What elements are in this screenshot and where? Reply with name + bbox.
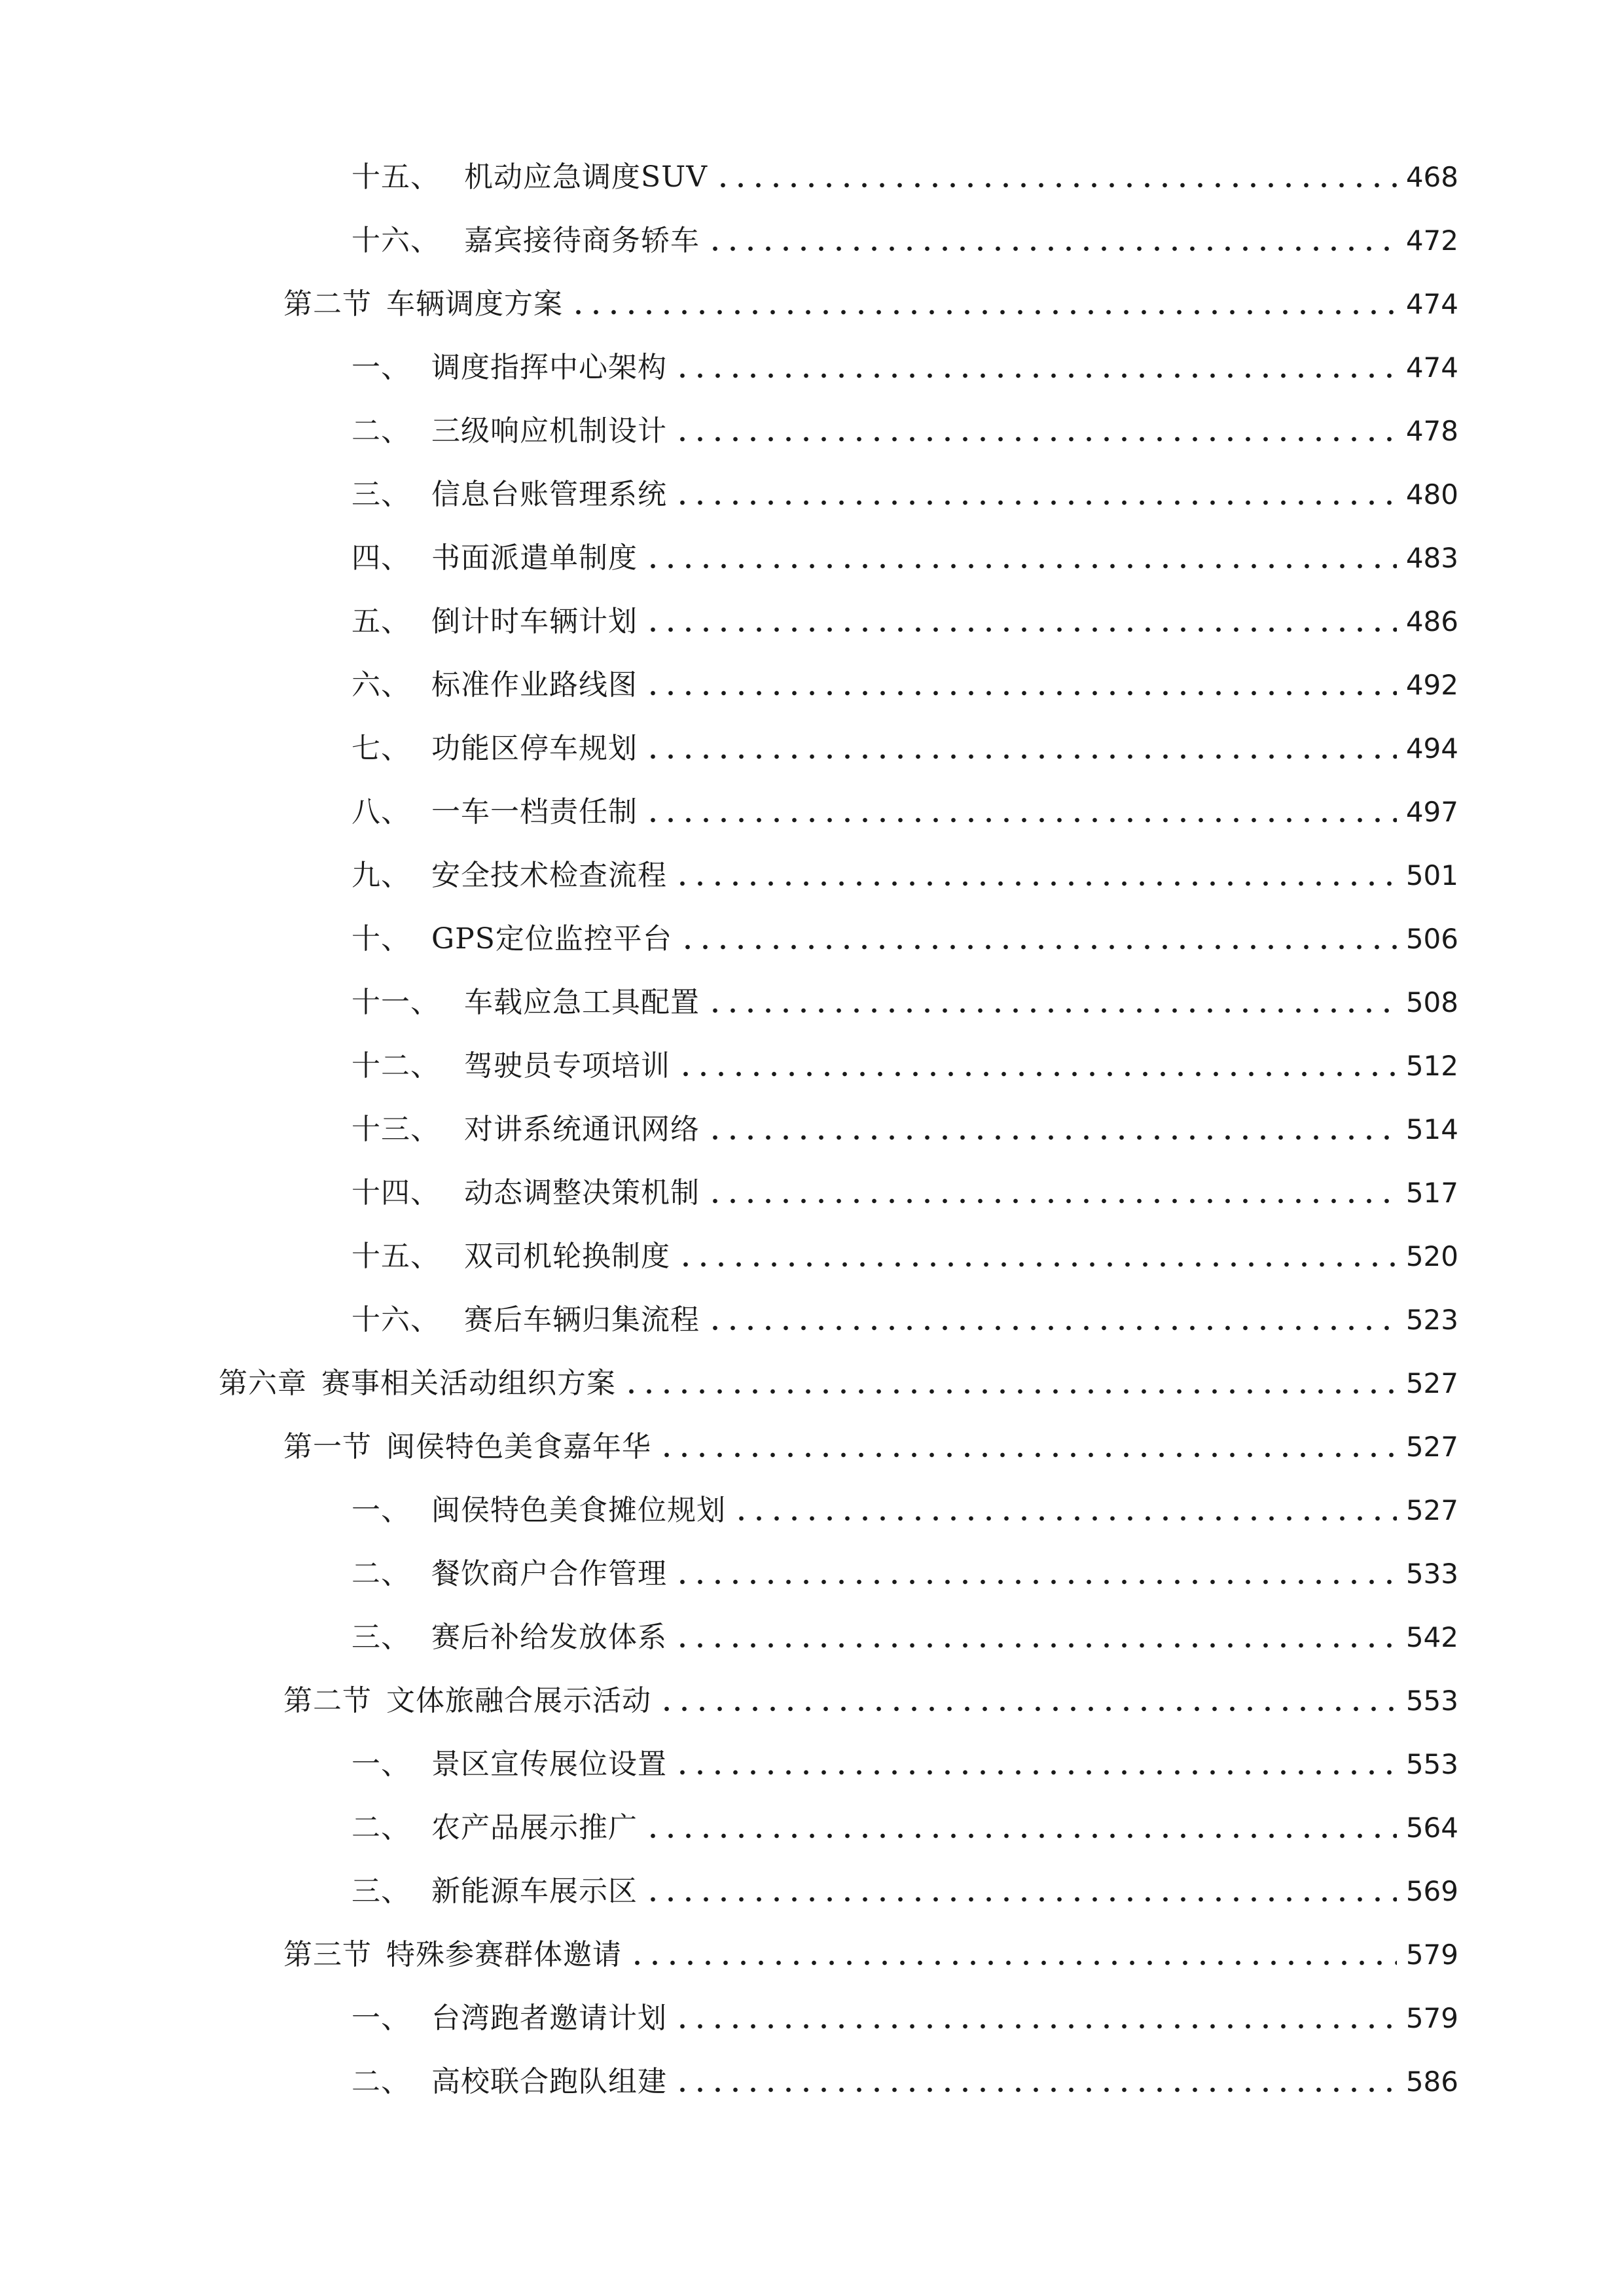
toc-entry-title: 三级响应机制设计 bbox=[431, 414, 667, 448]
toc-entry-item[interactable] bbox=[0, 526, 1624, 590]
toc-entry-page-number: 483 bbox=[1405, 541, 1458, 574]
toc-entry-number: 三、 bbox=[352, 477, 410, 511]
toc-entry-number: 三、 bbox=[352, 1620, 410, 1654]
toc-entry-title: 赛事相关活动组织方案 bbox=[321, 1366, 616, 1400]
toc-entry-title: 车辆调度方案 bbox=[386, 287, 563, 321]
toc-entry-title: 新能源车展示区 bbox=[431, 1874, 638, 1908]
toc-entry-item[interactable] bbox=[0, 399, 1624, 463]
toc-entry-number: 一、 bbox=[352, 2001, 410, 2035]
toc-entry-label bbox=[283, 1429, 651, 1463]
toc-entry-label bbox=[352, 160, 708, 194]
toc-entry-title: 高校联合跑队组建 bbox=[431, 2064, 667, 2098]
toc-entry-number: 二、 bbox=[352, 1556, 410, 1590]
toc-entry-item[interactable] bbox=[0, 1986, 1624, 2050]
dot-leader bbox=[706, 1179, 1397, 1208]
toc-entry-number: 第一节 bbox=[283, 1429, 372, 1463]
toc-entry-number: 二、 bbox=[352, 2064, 410, 2098]
dot-leader bbox=[674, 2004, 1397, 2033]
toc-entry-page-number: 520 bbox=[1405, 1240, 1458, 1272]
toc-entry-title: 嘉宾接待商务轿车 bbox=[464, 223, 700, 257]
toc-entry-item[interactable] bbox=[0, 1098, 1624, 1161]
toc-entry-item[interactable] bbox=[0, 717, 1624, 780]
toc-entry-item[interactable] bbox=[0, 1796, 1624, 1859]
toc-entry-page-number: 514 bbox=[1405, 1113, 1458, 1145]
toc-entry-page-number: 480 bbox=[1405, 478, 1458, 511]
toc-entry-title: 闽侯特色美食嘉年华 bbox=[386, 1429, 651, 1463]
toc-entry-page-number: 497 bbox=[1405, 795, 1458, 828]
toc-entry-title: 赛后车辆归集流程 bbox=[464, 1302, 700, 1336]
table-of-contents bbox=[0, 145, 1624, 2113]
toc-entry-number: 八、 bbox=[352, 795, 410, 829]
toc-entry-number: 十一、 bbox=[352, 985, 440, 1019]
toc-entry-title: 台湾跑者邀请计划 bbox=[431, 2001, 667, 2035]
toc-entry-title: 景区宣传展位设置 bbox=[431, 1747, 667, 1781]
dot-leader bbox=[644, 544, 1397, 573]
toc-entry-label bbox=[219, 1366, 616, 1400]
toc-entry-page-number: 586 bbox=[1405, 2065, 1458, 2098]
toc-entry-label bbox=[352, 2001, 667, 2035]
dot-leader bbox=[569, 290, 1397, 319]
toc-entry-title: 功能区停车规划 bbox=[431, 731, 638, 765]
toc-entry-page-number: 486 bbox=[1405, 605, 1458, 637]
toc-entry-item[interactable] bbox=[0, 1288, 1624, 1352]
toc-entry-number: 一、 bbox=[352, 1747, 410, 1781]
toc-entry-label bbox=[352, 1493, 726, 1527]
toc-entry-page-number: 474 bbox=[1405, 351, 1458, 384]
toc-entry-section[interactable] bbox=[0, 1669, 1624, 1732]
dot-leader bbox=[706, 1115, 1397, 1144]
toc-entry-title: 车载应急工具配置 bbox=[464, 985, 700, 1019]
toc-entry-number: 第六章 bbox=[219, 1366, 307, 1400]
toc-entry-title: 对讲系统通讯网络 bbox=[464, 1112, 700, 1146]
dot-leader bbox=[674, 2068, 1397, 2096]
toc-entry-label bbox=[352, 858, 667, 892]
toc-entry-number: 三、 bbox=[352, 1874, 410, 1908]
toc-entry-item[interactable] bbox=[0, 1034, 1624, 1098]
dot-leader bbox=[644, 607, 1397, 636]
toc-entry-title: 倒计时车辆计划 bbox=[431, 604, 638, 638]
toc-entry-title: 机动应急调度SUV bbox=[464, 160, 708, 194]
toc-entry-number: 第三节 bbox=[283, 1937, 372, 1971]
toc-entry-number: 七、 bbox=[352, 731, 410, 765]
toc-entry-label bbox=[352, 350, 667, 384]
toc-entry-page-number: 564 bbox=[1405, 1811, 1458, 1844]
toc-entry-title: 安全技术检查流程 bbox=[431, 858, 667, 892]
toc-entry-label bbox=[352, 1049, 670, 1083]
toc-entry-label bbox=[352, 985, 700, 1019]
dot-leader bbox=[706, 1306, 1397, 1335]
toc-entry-page-number: 533 bbox=[1405, 1557, 1458, 1590]
dot-leader bbox=[623, 1369, 1397, 1398]
toc-entry-title: GPS定位监控平台 bbox=[431, 922, 672, 956]
toc-entry-number: 十六、 bbox=[352, 223, 440, 257]
toc-entry-item[interactable] bbox=[0, 336, 1624, 399]
dot-leader bbox=[644, 671, 1397, 700]
toc-entry-number: 二、 bbox=[352, 414, 410, 448]
toc-entry-item[interactable] bbox=[0, 1542, 1624, 1605]
toc-entry-label bbox=[352, 604, 638, 638]
toc-entry-section[interactable] bbox=[0, 1415, 1624, 1479]
dot-leader bbox=[677, 1052, 1397, 1081]
toc-entry-number: 第二节 bbox=[283, 287, 372, 321]
toc-entry-label bbox=[352, 1302, 700, 1336]
toc-entry-number: 一、 bbox=[352, 1493, 410, 1527]
toc-entry-page-number: 527 bbox=[1405, 1430, 1458, 1463]
toc-entry-chapter[interactable] bbox=[0, 1352, 1624, 1415]
toc-entry-item[interactable] bbox=[0, 209, 1624, 272]
toc-entry-number: 十六、 bbox=[352, 1302, 440, 1336]
toc-entry-title: 动态调整决策机制 bbox=[464, 1175, 700, 1210]
toc-entry-label bbox=[352, 541, 638, 575]
dot-leader bbox=[674, 480, 1397, 509]
toc-entry-title: 特殊参赛群体邀请 bbox=[386, 1937, 622, 1971]
toc-entry-label bbox=[352, 1556, 667, 1590]
toc-entry-item[interactable] bbox=[0, 2050, 1624, 2113]
toc-entry-item[interactable] bbox=[0, 1161, 1624, 1225]
toc-entry-page-number: 474 bbox=[1405, 287, 1458, 320]
toc-entry-label bbox=[283, 1937, 622, 1971]
toc-entry-label bbox=[352, 223, 700, 257]
dot-leader bbox=[677, 1242, 1397, 1271]
dot-leader bbox=[706, 988, 1397, 1017]
dot-leader bbox=[644, 798, 1397, 827]
dot-leader bbox=[628, 1941, 1397, 1969]
toc-entry-item[interactable] bbox=[0, 907, 1624, 971]
toc-entry-page-number: 553 bbox=[1405, 1684, 1458, 1717]
toc-entry-title: 双司机轮换制度 bbox=[464, 1239, 670, 1273]
toc-entry-item[interactable] bbox=[0, 971, 1624, 1034]
toc-entry-page-number: 579 bbox=[1405, 1938, 1458, 1971]
toc-entry-item[interactable] bbox=[0, 463, 1624, 526]
dot-leader bbox=[706, 226, 1397, 255]
toc-entry-item[interactable] bbox=[0, 590, 1624, 653]
dot-leader bbox=[732, 1496, 1397, 1525]
toc-entry-page-number: 472 bbox=[1405, 224, 1458, 257]
toc-entry-label bbox=[352, 414, 667, 448]
toc-entry-label bbox=[352, 2064, 667, 2098]
toc-entry-label bbox=[352, 1874, 638, 1908]
dot-leader bbox=[679, 925, 1397, 954]
toc-entry-title: 闽侯特色美食摊位规划 bbox=[431, 1493, 726, 1527]
toc-entry-item[interactable] bbox=[0, 1479, 1624, 1542]
toc-entry-label bbox=[352, 1175, 700, 1210]
toc-entry-number: 四、 bbox=[352, 541, 410, 575]
dot-leader bbox=[658, 1433, 1397, 1462]
dot-leader bbox=[644, 1877, 1397, 1906]
toc-entry-page-number: 512 bbox=[1405, 1049, 1458, 1082]
toc-entry-number: 九、 bbox=[352, 858, 410, 892]
dot-leader bbox=[674, 417, 1397, 446]
toc-entry-page-number: 468 bbox=[1405, 160, 1458, 193]
toc-entry-number: 十三、 bbox=[352, 1112, 440, 1146]
dot-leader bbox=[674, 861, 1397, 890]
toc-entry-page-number: 478 bbox=[1405, 414, 1458, 447]
toc-entry-label bbox=[283, 1683, 651, 1717]
dot-leader bbox=[674, 1750, 1397, 1779]
toc-entry-page-number: 569 bbox=[1405, 1874, 1458, 1907]
dot-leader bbox=[714, 163, 1397, 192]
toc-entry-label bbox=[352, 1810, 638, 1844]
toc-entry-item[interactable] bbox=[0, 1605, 1624, 1669]
toc-entry-number: 十五、 bbox=[352, 160, 440, 194]
toc-entry-title: 驾驶员专项培训 bbox=[464, 1049, 670, 1083]
toc-entry-page-number: 492 bbox=[1405, 668, 1458, 701]
toc-entry-page-number: 494 bbox=[1405, 732, 1458, 764]
toc-entry-number: 十、 bbox=[352, 922, 410, 956]
toc-entry-label bbox=[283, 287, 563, 321]
toc-entry-label bbox=[352, 668, 638, 702]
toc-entry-number: 十四、 bbox=[352, 1175, 440, 1210]
toc-entry-page-number: 542 bbox=[1405, 1621, 1458, 1653]
toc-entry-page-number: 508 bbox=[1405, 986, 1458, 1018]
toc-entry-page-number: 501 bbox=[1405, 859, 1458, 891]
toc-entry-label bbox=[352, 1112, 700, 1146]
toc-entry-label bbox=[352, 795, 638, 829]
toc-entry-page-number: 527 bbox=[1405, 1494, 1458, 1526]
toc-entry-label bbox=[352, 1239, 670, 1273]
toc-entry-title: 书面派遣单制度 bbox=[431, 541, 638, 575]
toc-entry-label bbox=[352, 1620, 667, 1654]
toc-entry-section[interactable] bbox=[0, 1923, 1624, 1986]
dot-leader bbox=[644, 734, 1397, 763]
toc-entry-item[interactable] bbox=[0, 844, 1624, 907]
toc-entry-title: 农产品展示推广 bbox=[431, 1810, 638, 1844]
toc-entry-label bbox=[352, 477, 667, 511]
toc-entry-number: 十二、 bbox=[352, 1049, 440, 1083]
toc-entry-title: 文体旅融合展示活动 bbox=[386, 1683, 651, 1717]
toc-entry-label bbox=[352, 731, 638, 765]
toc-entry-page-number: 506 bbox=[1405, 922, 1458, 955]
toc-entry-title: 餐饮商户合作管理 bbox=[431, 1556, 667, 1590]
toc-entry-label bbox=[352, 1747, 667, 1781]
toc-entry-item[interactable] bbox=[0, 780, 1624, 844]
toc-entry-page-number: 517 bbox=[1405, 1176, 1458, 1209]
toc-entry-item[interactable] bbox=[0, 653, 1624, 717]
toc-entry-number: 五、 bbox=[352, 604, 410, 638]
toc-entry-item[interactable] bbox=[0, 1225, 1624, 1288]
toc-entry-page-number: 523 bbox=[1405, 1303, 1458, 1336]
dot-leader bbox=[674, 1560, 1397, 1588]
toc-entry-item[interactable] bbox=[0, 1732, 1624, 1796]
toc-entry-item[interactable] bbox=[0, 1859, 1624, 1923]
toc-entry-title: 赛后补给发放体系 bbox=[431, 1620, 667, 1654]
toc-entry-title: 一车一档责任制 bbox=[431, 795, 638, 829]
toc-entry-page-number: 553 bbox=[1405, 1748, 1458, 1780]
toc-entry-number: 一、 bbox=[352, 350, 410, 384]
toc-entry-page-number: 527 bbox=[1405, 1367, 1458, 1399]
toc-entry-number: 六、 bbox=[352, 668, 410, 702]
toc-entry-number: 二、 bbox=[352, 1810, 410, 1844]
toc-entry-number: 第二节 bbox=[283, 1683, 372, 1717]
toc-entry-title: 标准作业路线图 bbox=[431, 668, 638, 702]
toc-entry-title: 调度指挥中心架构 bbox=[431, 350, 667, 384]
dot-leader bbox=[674, 353, 1397, 382]
dot-leader bbox=[674, 1623, 1397, 1652]
toc-entry-item[interactable] bbox=[0, 145, 1624, 209]
dot-leader bbox=[658, 1687, 1397, 1715]
dot-leader bbox=[644, 1814, 1397, 1842]
toc-entry-page-number: 579 bbox=[1405, 2001, 1458, 2034]
toc-entry-number: 十五、 bbox=[352, 1239, 440, 1273]
toc-entry-section[interactable] bbox=[0, 272, 1624, 336]
toc-entry-title: 信息台账管理系统 bbox=[431, 477, 667, 511]
toc-entry-label bbox=[352, 922, 672, 956]
